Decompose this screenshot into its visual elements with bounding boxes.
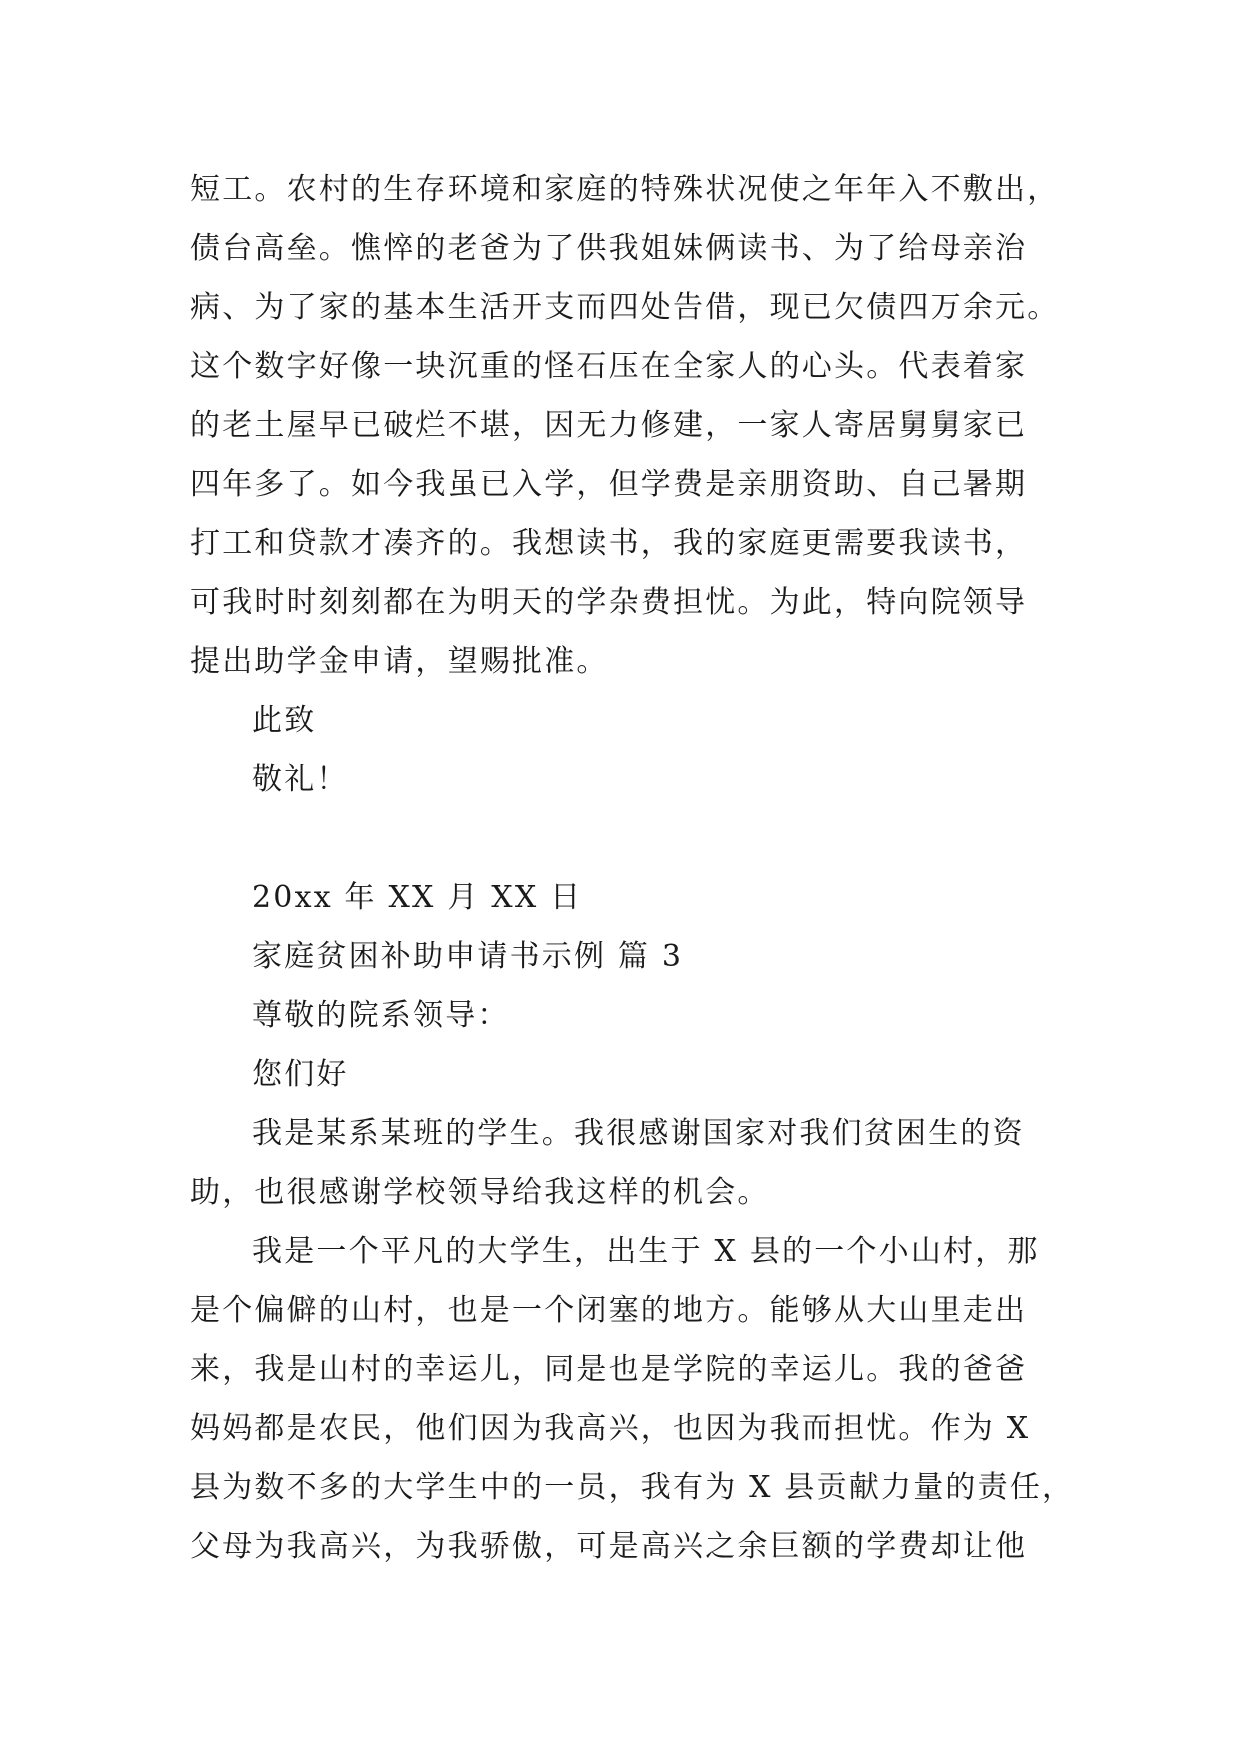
paragraph-line: 来，我是山村的幸运儿，同是也是学院的幸运儿。我的爸爸 (190, 1352, 1028, 1387)
paragraph-line: 可我时时刻刻都在为明天的学杂费担忧。为此，特向院领导 (190, 585, 1028, 620)
paragraph-line: 的老土屋早已破烂不堪，因无力修建，一家人寄居舅舅家已 (190, 408, 1028, 443)
closing-line: 敬礼！ (252, 762, 349, 797)
date-line: 20xx 年 XX 月 XX 日 (252, 880, 583, 915)
paragraph-line: 是个偏僻的山村，也是一个闭塞的地方。能够从大山里走出 (190, 1293, 1028, 1328)
paragraph-line: 县为数不多的大学生中的一员，我有为 X 县贡献力量的责任， (190, 1470, 1075, 1505)
paragraph-line: 病、为了家的基本生活开支而四处告借，现已欠债四万余元。 (190, 290, 1060, 325)
paragraph-line: 父母为我高兴，为我骄傲，可是高兴之余巨额的学费却让他 (190, 1529, 1028, 1564)
paragraph-line: 四年多了。如今我虽已入学，但学费是亲朋资助、自己暑期 (190, 467, 1028, 502)
paragraph-line: 我是一个平凡的大学生，出生于 X 县的一个小山村，那 (252, 1234, 1040, 1269)
paragraph-line: 这个数字好像一块沉重的怪石压在全家人的心头。代表着家 (190, 349, 1028, 384)
closing-line: 此致 (252, 703, 317, 738)
section-title: 家庭贫困补助申请书示例 篇 3 (252, 939, 684, 974)
paragraph-line: 打工和贷款才凑齐的。我想读书，我的家庭更需要我读书， (190, 526, 1028, 561)
greeting: 您们好 (252, 1057, 349, 1092)
paragraph-line: 短工。农村的生存环境和家庭的特殊状况使之年年入不敷出， (190, 172, 1060, 207)
salutation: 尊敬的院系领导： (252, 998, 510, 1033)
blank-line (190, 809, 1070, 868)
paragraph-line: 我是某系某班的学生。我很感谢国家对我们贫困生的资 (252, 1116, 1025, 1151)
paragraph-line: 提出助学金申请，望赐批准。 (190, 644, 609, 679)
document-body (190, 160, 1075, 1576)
paragraph-line: 债台高垒。憔悴的老爸为了供我姐妹俩读书、为了给母亲治 (190, 231, 1028, 266)
paragraph-line: 妈妈都是农民，他们因为我高兴，也因为我而担忧。作为 X (190, 1411, 1031, 1446)
paragraph-line: 助，也很感谢学校领导给我这样的机会。 (190, 1175, 770, 1210)
